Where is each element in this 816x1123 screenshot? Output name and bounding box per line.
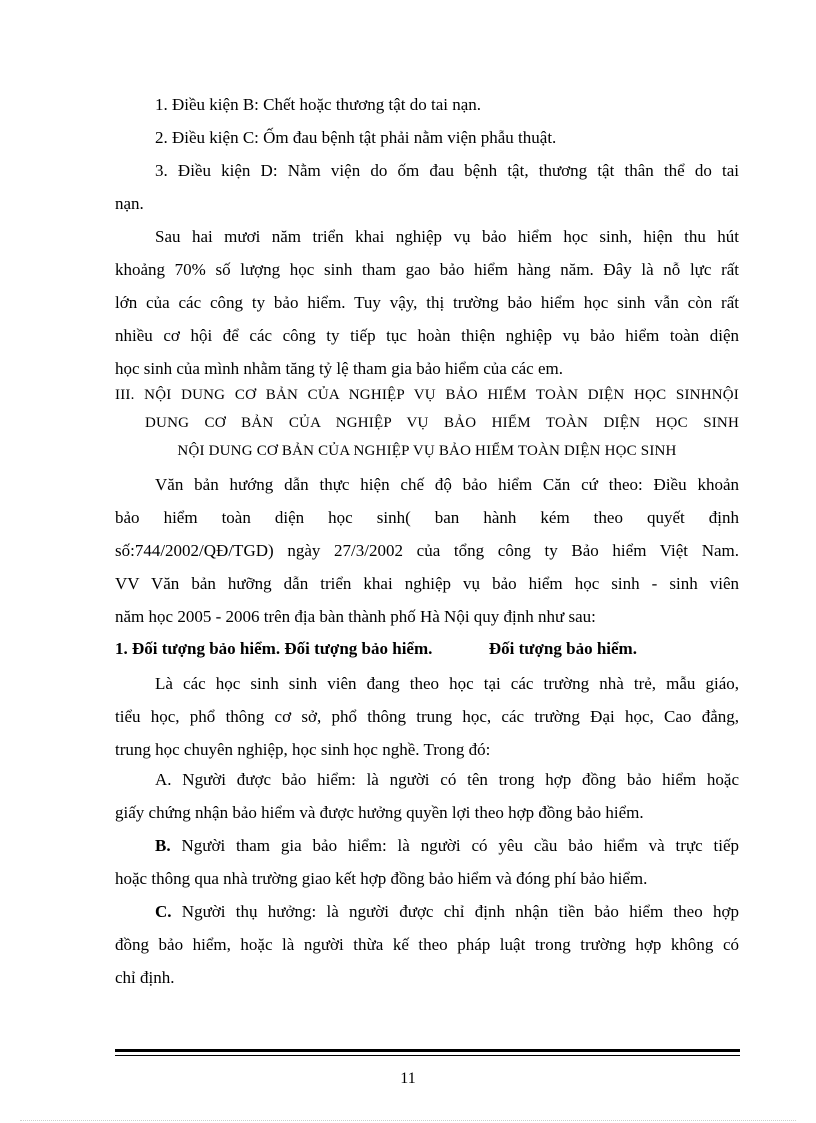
- paragraph-line: số:744/2002/QĐ/TGD) ngày 27/3/2002 của tổng công ty Bảo hiểm Việt Nam.: [115, 541, 739, 560]
- condition-c: 2. Điều kiện C: Ốm đau bệnh tật phải nằm viện phẫu thuật.: [155, 128, 557, 147]
- paragraph-line: VV Văn bản hưỡng dẫn triển khai nghiệp vụ bảo hiểm học sinh - sinh viên: [115, 574, 739, 593]
- section-heading-line-1: III. NỘI DUNG CƠ BẢN CỦA NGHIỆP VỤ BẢO HIỂM TOÀN DIỆN HỌC SINHNỘI: [115, 387, 739, 403]
- subheading-line: [115, 638, 739, 660]
- paragraph-line: bảo hiểm toàn diện học sinh( ban hành kém theo quyết định: [115, 508, 739, 527]
- definition-b-text: Người tham gia bảo hiểm: là người có yêu cầu bảo hiểm và trực tiếp: [170, 836, 739, 855]
- section-heading-line-2: DUNG CƠ BẢN CỦA NGHIỆP VỤ BẢO HIỂM TOÀN DIỆN HỌC SINH: [145, 415, 739, 431]
- paragraph-line: Là các học sinh sinh viên đang theo học tại các trường nhà trẻ, mẫu giáo,: [155, 674, 739, 693]
- subheading-main: 1. Đối tượng bảo hiểm. Đối tượng bảo hiểm.: [115, 639, 433, 658]
- paragraph-line: khoảng 70% số lượng học sinh tham gao bảo hiểm hàng năm. Đây là nỗ lực rất: [115, 260, 739, 279]
- section-heading-line-3: NỘI DUNG CƠ BẢN CỦA NGHIỆP VỤ BẢO HIỂM TOÀN DIỆN HỌC SINH: [177, 443, 677, 459]
- condition-d: 3. Điều kiện D: Nằm viện do ốm đau bệnh tật, thương tật thân thể do tai: [155, 161, 739, 180]
- condition-d-cont: nạn.: [115, 194, 144, 213]
- definition-line: đồng bảo hiểm, hoặc là người thừa kế theo pháp luật trong trường hợp không có: [115, 935, 739, 954]
- definition-c-text: Người thụ hưởng: là người được chỉ định nhận tiền bảo hiểm theo hợp: [171, 902, 739, 921]
- definition-line: [115, 901, 739, 923]
- definition-line: hoặc thông qua nhà trường giao kết hợp đồng bảo hiểm và đóng phí bảo hiểm.: [115, 869, 648, 888]
- page-number: 11: [400, 1070, 416, 1087]
- definition-line: [115, 835, 739, 857]
- footer-rule-thin: [115, 1055, 740, 1056]
- paragraph-line: lớn của các công ty bảo hiểm. Tuy vậy, thị trường bảo hiểm học sinh vẫn còn rất: [115, 293, 739, 312]
- definition-b-label: B.: [155, 836, 171, 855]
- paragraph-line: Sau hai mươi năm triển khai nghiệp vụ bảo hiểm học sinh, hiện thu hút: [155, 227, 739, 246]
- paragraph-line: tiểu học, phổ thông cơ sở, phổ thông trung học, các trường Đại học, Cao đẳng,: [115, 707, 739, 726]
- paragraph-line: học sinh của mình nhằm tăng tỷ lệ tham gia bảo hiểm của các em.: [115, 359, 563, 378]
- subheading-tail: Đối tượng bảo hiểm.: [488, 639, 637, 658]
- definition-c-label: C.: [155, 902, 172, 921]
- paragraph-line: nhiều cơ hội để các công ty tiếp tục hoàn thiện nghiệp vụ bảo hiểm toàn diện: [115, 326, 739, 345]
- footer-rule-thick: [115, 1049, 740, 1052]
- paragraph-line: Văn bản hướng dẫn thực hiện chế độ bảo hiểm Căn cứ theo: Điều khoản: [155, 475, 739, 494]
- definition-line: giấy chứng nhận bảo hiểm và được hưởng quyền lợi theo hợp đồng bảo hiểm.: [115, 803, 644, 822]
- condition-b: 1. Điều kiện B: Chết hoặc thương tật do tai nạn.: [155, 95, 482, 114]
- paragraph-line: năm học 2005 - 2006 trên địa bàn thành phố Hà Nội quy định như sau:: [115, 607, 596, 626]
- page-break-line: [20, 1120, 796, 1121]
- definition-line: A. Người được bảo hiểm: là người có tên trong hợp đồng bảo hiểm hoặc: [155, 770, 739, 789]
- paragraph-line: trung học chuyên nghiệp, học sinh học nghề. Trong đó:: [115, 740, 491, 759]
- definition-line: chỉ định.: [115, 968, 175, 987]
